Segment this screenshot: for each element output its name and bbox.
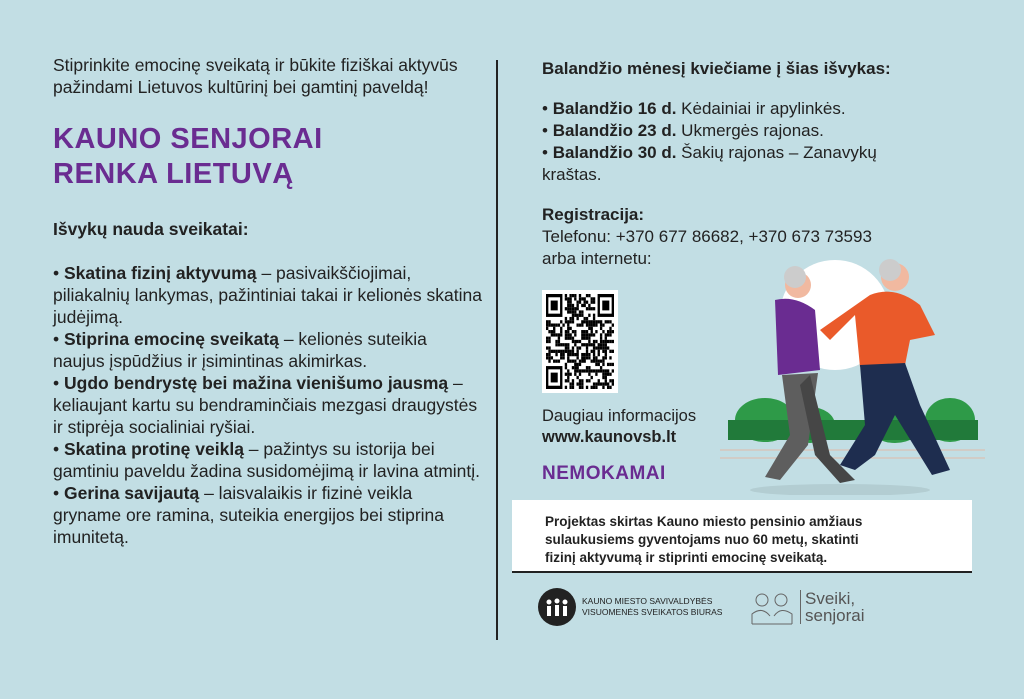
logo-text-line-1: KAUNO MIESTO SAVIVALDYBĖS <box>582 596 713 606</box>
logo-text-line-2: VISUOMENĖS SVEIKATOS BIURAS <box>582 607 723 617</box>
left-column <box>53 54 483 548</box>
sveiki-senjorai-logo <box>748 588 865 626</box>
trip-place: Ukmergės rajonas. <box>676 121 824 140</box>
benefit-title: Skatina protinę veiklą <box>64 439 244 459</box>
benefit-text: – laisvalaikis ir fizinė veikla gryname ore ramina, suteikia energijos bei stiprina imunitetą. <box>53 483 445 547</box>
benefit-title: Stiprina emocinę sveikatą <box>64 329 279 349</box>
column-divider <box>496 60 498 640</box>
trip-place: Kėdainiai ir apylinkės. <box>676 99 846 118</box>
trip-item: • Balandžio 30 d. Šakių rajonas – Zanavykų kraštas. <box>542 143 877 184</box>
benefit-text: – pasivaikščiojimai, piliakalnių lankymas, pažintiniai takai ir kelionės skatina judėjimą. <box>53 263 482 327</box>
registration-internet: arba internetu: <box>542 249 652 268</box>
trip-item: • Balandžio 16 d. Kėdainiai ir apylinkės. <box>542 99 846 118</box>
title-line-2: RENKA LIETUVĄ <box>53 158 294 190</box>
walking-seniors-illustration <box>720 255 985 495</box>
trip-item: • Balandžio 23 d. Ukmergės rajonas. <box>542 121 824 140</box>
trip-date: Balandžio 30 d. <box>552 143 677 162</box>
page-title <box>53 122 483 192</box>
benefit-text: – kelionės suteikia naujus įspūdžius ir įsimintinas akimirkas. <box>53 329 427 371</box>
benefit-item: • Skatina fizinį aktyvumą – pasivaikščiojimai, piliakalnių lankymas, pažintiniai takai ir kelionės skatina judėjimą. <box>53 263 482 327</box>
shadow <box>750 484 930 495</box>
free-badge: NEMOKAMAI <box>542 463 666 484</box>
kaunovsb-logo <box>538 588 722 626</box>
trip-date: Balandžio 23 d. <box>552 121 677 140</box>
trip-date: Balandžio 16 d. <box>552 99 677 118</box>
bushes <box>728 398 978 443</box>
benefit-title: Skatina fizinį aktyvumą <box>64 263 257 283</box>
seniors-logo-icon <box>748 588 796 626</box>
benefits-heading: Išvykų nauda sveikatai: <box>53 219 249 239</box>
people-logo-icon <box>538 588 576 626</box>
benefit-item: • Ugdo bendrystę bei mažina vienišumo jausmą – keliaujant kartu su bendraminčiais mezgasi draugystės ir stiprėja socialiniai ryšiai. <box>53 373 478 437</box>
benefit-title: Ugdo bendrystę bei mažina vienišumo jausmą <box>64 373 449 393</box>
more-info-label: Daugiau informacijos <box>542 407 697 425</box>
trip-place: Šakių rajonas – Zanavykų kraštas. <box>542 143 877 184</box>
benefit-text: – pažintys su istorija bei gamtiniu paveldu žadina susidomėjimą ir lavina atmintį. <box>53 439 481 481</box>
intro-text: Stiprinkite emocinę sveikatą ir būkite fiziškai aktyvūs pažindami Lietuvos kultūrinį bei gamtinį paveldą! <box>53 55 458 97</box>
benefit-item: • Skatina protinę veiklą – pažintys su istorija bei gamtiniu paveldu žadina susidomėjimą ir lavina atmintį. <box>53 439 481 481</box>
registration-phone: Telefonu: +370 677 86682, +370 673 73593 <box>542 227 872 246</box>
benefit-item: • Stiprina emocinę sveikatą – kelionės suteikia naujus įspūdžius ir įsimintinas akimirkas. <box>53 329 427 371</box>
qr-code-image <box>546 294 614 389</box>
benefit-item: • Gerina savijautą – laisvalaikis ir fizinė veikla gryname ore ramina, suteikia energijos bei stiprina imunitetą. <box>53 483 445 547</box>
logo-text-line-1: Sveiki, <box>805 589 856 608</box>
registration-heading: Registracija: <box>542 205 645 224</box>
benefit-text: – keliaujant kartu su bendraminčiais mezgasi draugystės ir stiprėja socialiniai ryšiai. <box>53 373 478 437</box>
website-link[interactable]: www.kaunovsb.lt <box>542 428 677 446</box>
right-column <box>542 58 972 270</box>
project-note: Projektas skirtas Kauno miesto pensinio amžiaus sulaukusiems gyventojams nuo 60 metų, skatinti fizinį aktyvumą ir stiprinti emocinę sveikatą. <box>545 514 863 565</box>
benefit-title: Gerina savijautą <box>64 483 200 503</box>
project-note-box <box>512 500 972 573</box>
benefits-list <box>53 262 483 548</box>
title-line-1: KAUNO SENJORAI <box>53 123 323 155</box>
trips-heading: Balandžio mėnesį kviečiame į šias išvykas: <box>542 59 891 78</box>
more-info <box>542 406 696 448</box>
qr-code[interactable] <box>542 290 618 393</box>
logo-text-line-2: senjorai <box>805 606 865 625</box>
